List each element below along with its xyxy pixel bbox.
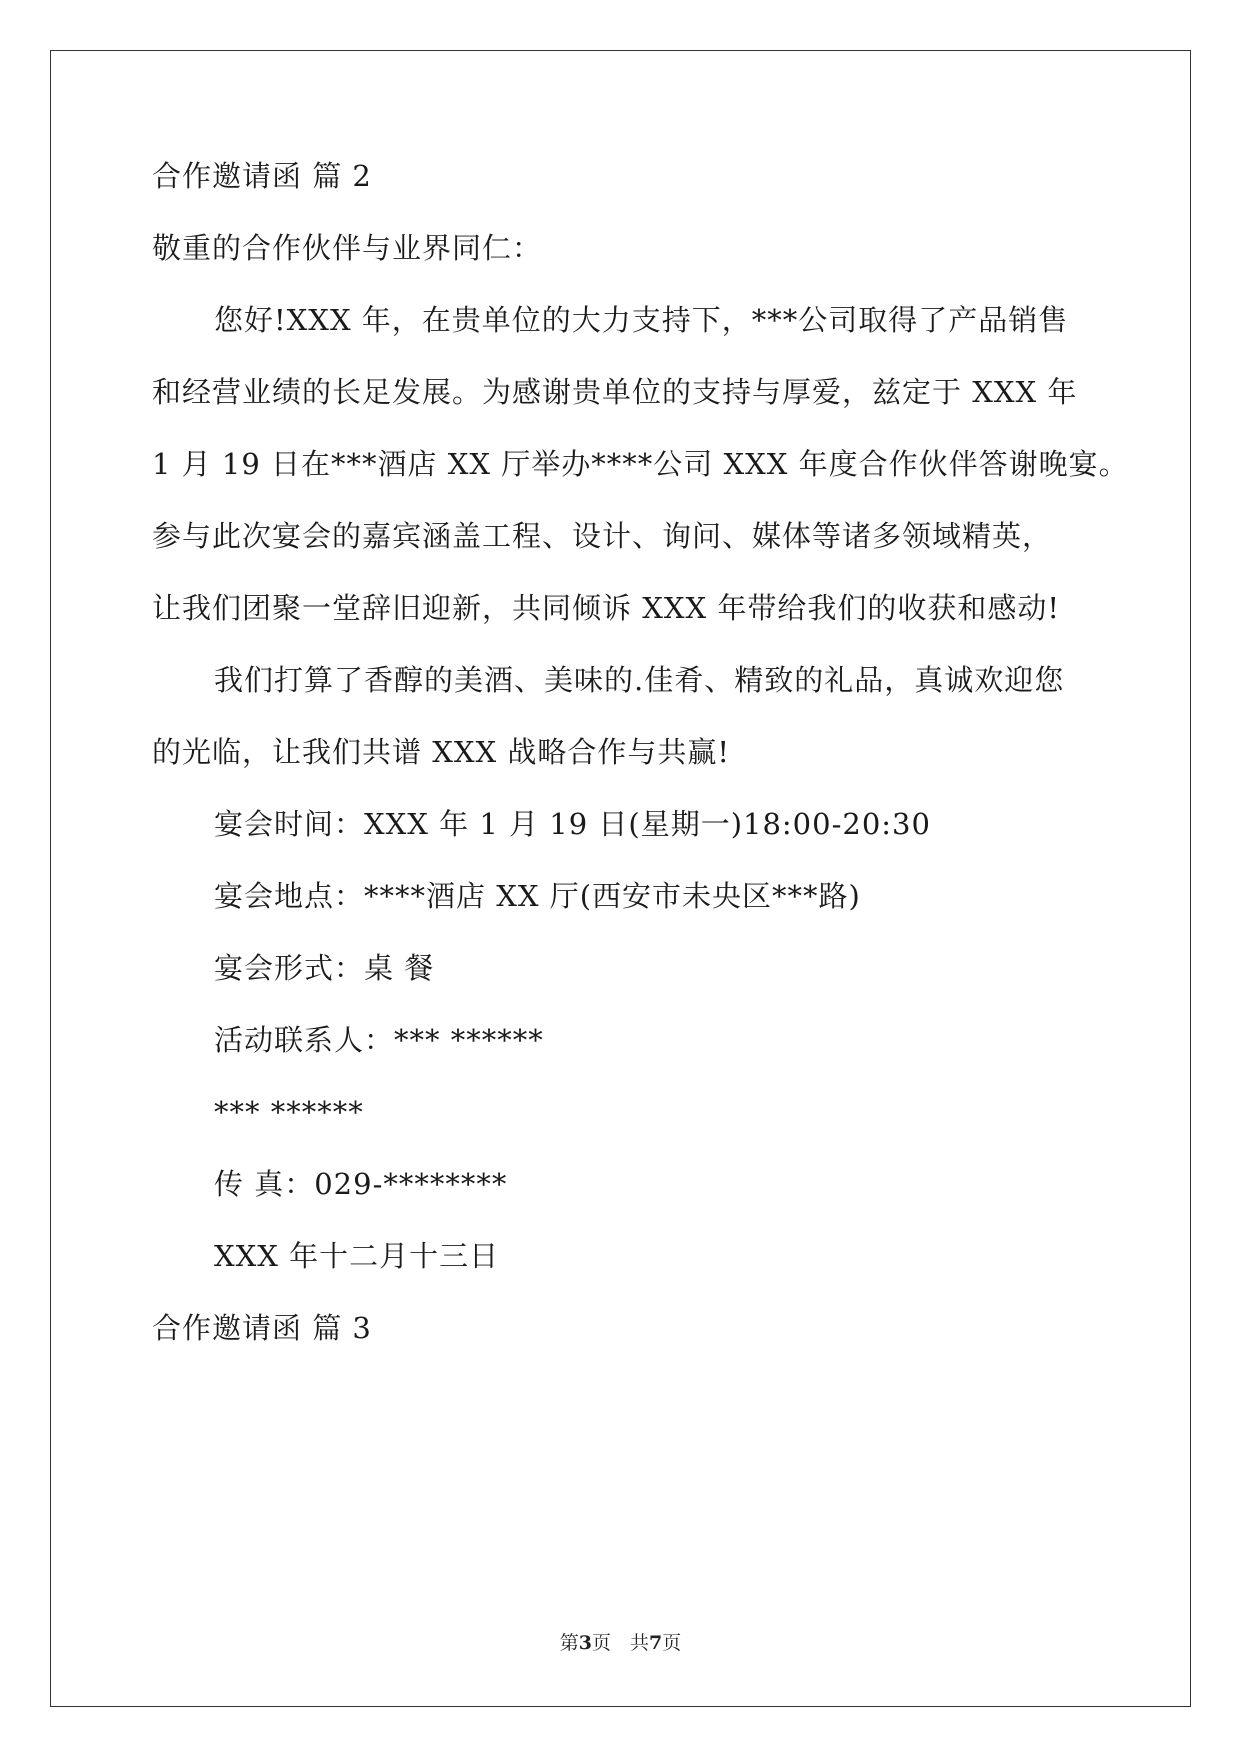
banquet-format: 宴会形式：桌 餐 <box>214 951 435 985</box>
paragraph-line: 参与此次宴会的嘉宾涵盖工程、设计、询问、媒体等诸多领域精英， <box>152 519 1053 553</box>
paragraph-line: 让我们团聚一堂辞旧迎新，共同倾诉 XXX 年带给我们的收获和感动! <box>152 591 1061 625</box>
paragraph-line: 1 月 19 日在***酒店 XX 厅举办****公司 XXX 年度合作伙伴答谢晚宴。 <box>152 447 1129 481</box>
page-suffix: 页 <box>662 1632 682 1654</box>
section-heading-3: 合作邀请函 篇 3 <box>152 1311 372 1345</box>
issue-date: XXX 年十二月十三日 <box>214 1239 500 1273</box>
paragraph-line: 我们打算了香醇的美酒、美味的.佳肴、精致的礼品，真诚欢迎您 <box>214 663 1065 697</box>
contact-person-2: *** ****** <box>214 1095 364 1129</box>
contact-person: 活动联系人：*** ****** <box>214 1023 544 1057</box>
paragraph-line: 的光临，让我们共谱 XXX 战略合作与共赢! <box>152 735 731 769</box>
page-mid: 页 共 <box>591 1632 649 1654</box>
banquet-time: 宴会时间：XXX 年 1 月 19 日(星期一)18:00-20:30 <box>214 807 931 841</box>
page-current: 3 <box>578 1632 592 1654</box>
page-footer <box>0 1628 1241 1655</box>
salutation: 敬重的合作伙伴与业界同仁： <box>152 231 543 265</box>
fax-number: 传 真：029-******** <box>214 1167 508 1201</box>
paragraph-line: 和经营业绩的长足发展。为感谢贵单位的支持与厚爱，兹定于 XXX 年 <box>152 375 1078 409</box>
page-total: 7 <box>649 1632 663 1654</box>
section-heading-2: 合作邀请函 篇 2 <box>152 159 372 193</box>
paragraph-line: 您好!XXX 年，在贵单位的大力支持下，***公司取得了产品销售 <box>214 303 1069 337</box>
banquet-place: 宴会地点：****酒店 XX 厅(西安市未央区***路) <box>214 879 861 913</box>
page-prefix: 第 <box>559 1632 579 1654</box>
